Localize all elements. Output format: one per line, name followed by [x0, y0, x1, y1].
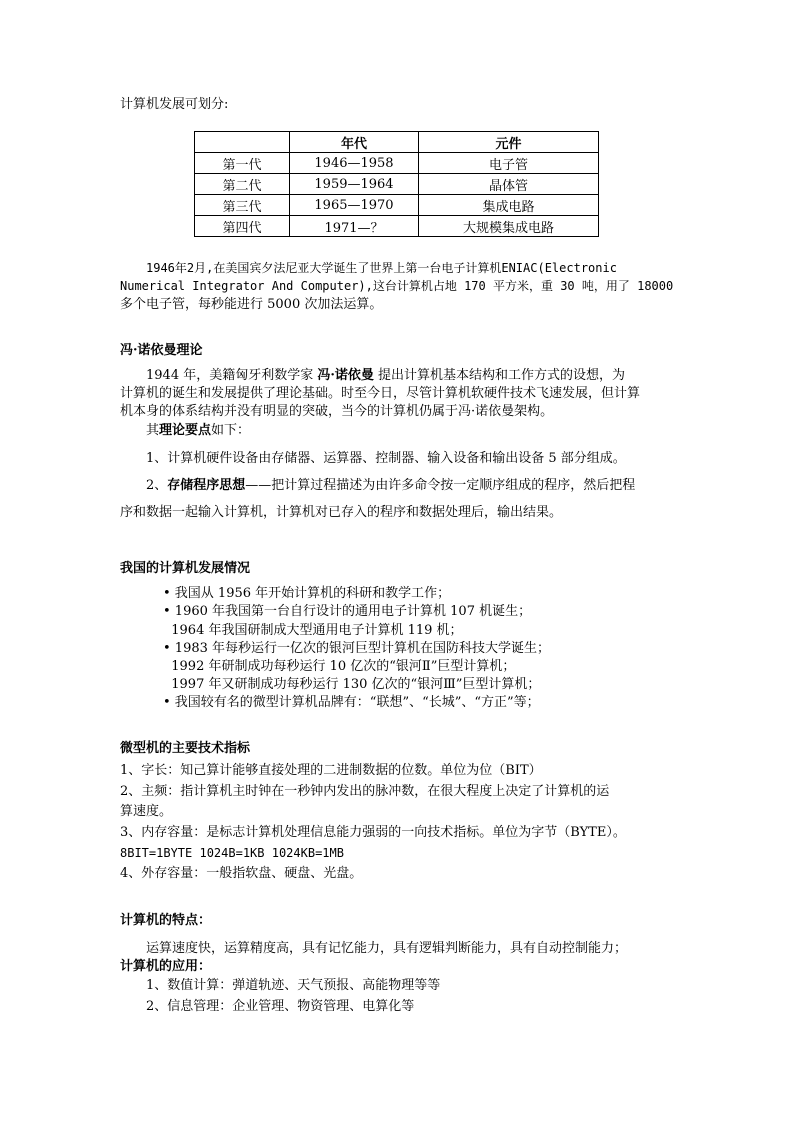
features-text: 运算速度快，运算精度高，具有记忆能力，具有逻辑判断能力，具有自动控制能力； [146, 941, 628, 956]
table-cell: 第四代 [195, 216, 290, 237]
micro-line: 2、主频：指计算机主时钟在一秒钟内发出的脉冲数，在很大程度上决定了计算机的运 [120, 784, 610, 799]
eniac-paragraph-line: 多个电子管，每秒能进行 5000 次加法运算。 [120, 297, 383, 312]
vn-point-2-term: 存储程序思想 [167, 478, 246, 493]
apps-item: 2、信息管理：企业管理、物资管理、电算化等 [146, 999, 415, 1014]
china-line: 1997 年又研制成功每秒运行 130 亿次的“银河Ⅲ”巨型计算机； [163, 677, 541, 692]
table-header-cell: 元件 [419, 132, 599, 153]
intro-text: 计算机发展可划分: [120, 97, 229, 112]
micro-line: 1、字长：知己算计能够直接处理的二进制数据的位数。单位为位（BIT） [120, 763, 542, 778]
table-cell: 1946—1958 [290, 153, 419, 174]
micro-line: 算速度。 [120, 804, 173, 819]
table-header-row [195, 132, 599, 153]
china-line: 1964 年我国研制成大型通用电子计算机 119 机； [163, 623, 463, 638]
micro-line: 3、内存容量：是标志计算机处理信息能力强弱的一向技术指标。单位为字节（BYTE）。 [120, 825, 626, 840]
apps-item: 1、数值计算：弹道轨迹、天气预报、高能物理等等 [146, 978, 441, 993]
vn-point-2: 2、存储程序思想——把计算过程描述为由许多命令按一定顺序组成的程序，然后把程 [146, 478, 636, 493]
table-cell: 第一代 [195, 153, 290, 174]
table-header-cell: 年代 [290, 132, 419, 153]
eniac-paragraph-line: Numerical Integrator And Computer),这台计算机占地 170 平方米，重 30 吨，用了 18000 [120, 279, 674, 293]
china-line: • 我国较有名的微型计算机品牌有：“联想”、“长城”、“方正”等； [163, 695, 540, 710]
china-line: • 我国从 1956 年开始计算机的科研和教学工作； [163, 586, 451, 601]
table-cell: 1965—1970 [290, 195, 419, 216]
table-row [195, 153, 599, 174]
table-header-cell [195, 132, 290, 153]
vn-points-intro: 其理论要点如下： [146, 423, 251, 438]
table-cell: 第二代 [195, 174, 290, 195]
vn-points-label: 理论要点 [159, 423, 212, 438]
table-row [195, 195, 599, 216]
generation-table [194, 131, 599, 237]
table-cell: 电子管 [419, 153, 599, 174]
china-line: • 1983 年每秒运行一亿次的银河巨型计算机在国防科技大学诞生； [163, 641, 551, 656]
china-heading: 我国的计算机发展情况 [120, 561, 251, 576]
features-heading: 计算机的特点： [120, 913, 212, 928]
table-cell: 第三代 [195, 195, 290, 216]
table-cell: 大规模集成电路 [419, 216, 599, 237]
eniac-paragraph-line: 1946年2月,在美国宾夕法尼亚大学诞生了世界上第一台电子计算机ENIAC(Electronic [146, 261, 617, 275]
china-line: 1992 年研制成功每秒运行 10 亿次的“银河Ⅱ”巨型计算机； [163, 659, 516, 674]
table-row [195, 174, 599, 195]
china-line: • 1960 年我国第一台自行设计的通用电子计算机 107 机诞生； [163, 604, 532, 619]
apps-heading: 计算机的应用： [120, 959, 212, 974]
vn-paragraph-line: 计算机的诞生和发展提供了理论基础。时至今日，尽管计算机软硬件技术飞速发展，但计算 [120, 386, 641, 401]
vn-name: 冯·诺依曼 [317, 368, 374, 383]
micro-heading: 微型机的主要技术指标 [120, 741, 251, 756]
micro-line: 8BIT=1BYTE 1024B=1KB 1024KB=1MB [120, 846, 344, 860]
table-cell: 集成电路 [419, 195, 599, 216]
table-row [195, 216, 599, 237]
vn-paragraph-line: 1944 年，美籍匈牙利数学家 冯·诺依曼 提出计算机基本结构和工作方式的设想，为 [146, 368, 626, 383]
table-cell: 1971—？ [290, 216, 419, 237]
vn-heading: 冯·诺依曼理论 [120, 343, 203, 358]
vn-point-1: 1、计算机硬件设备由存储器、运算器、控制器、输入设备和输出设备 5 部分组成。 [146, 451, 626, 466]
micro-line: 4、外存容量：一般指软盘、硬盘、光盘。 [120, 866, 363, 881]
vn-paragraph-line: 机本身的体系结构并没有明显的突破，当今的计算机仍属于冯·诺依曼架构。 [120, 404, 554, 419]
vn-point-2-cont: 序和数据一起输入计算机，计算机对已存入的程序和数据处理后，输出结果。 [120, 505, 563, 520]
table-cell: 晶体管 [419, 174, 599, 195]
table-cell: 1959—1964 [290, 174, 419, 195]
